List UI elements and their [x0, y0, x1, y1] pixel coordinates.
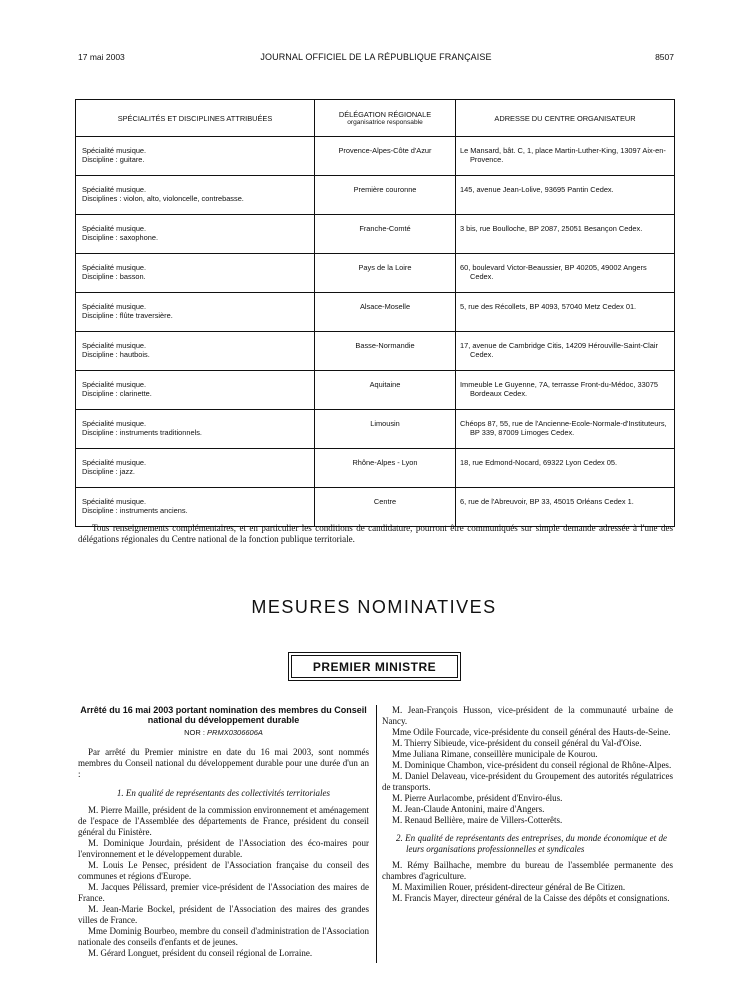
cell-specialite: [76, 488, 315, 527]
table-row: [76, 176, 675, 215]
adresse-text: 17, avenue de Cambridge Citis, 14209 Hérouville-Saint-Clair Cedex.: [460, 341, 659, 359]
table-row: [76, 332, 675, 371]
cell-specialite: [76, 215, 315, 254]
nor-label: NOR :: [184, 728, 205, 737]
adresse-text: Immeuble Le Guyenne, 7A, terrasse Front-du-Médoc, 33075 Bordeaux Cedex.: [460, 380, 659, 398]
specialite-text: Spécialité musique.: [82, 497, 147, 506]
cell-specialite: [76, 332, 315, 371]
table-row: [76, 488, 675, 527]
adresse-text: 6, rue de l'Abreuvoir, BP 33, 45015 Orléans Cedex 1.: [460, 497, 634, 506]
cell-specialite: [76, 137, 315, 176]
ministry-box: [288, 652, 461, 681]
section-1-heading: 1. En qualité de représentants des collectivités territoriales: [116, 788, 331, 798]
right-member-list: [382, 705, 673, 826]
member-entry: M. Dominique Chambon, vice-président du conseil régional de Rhône-Alpes.: [392, 760, 672, 770]
cell-delegation: Rhône-Alpes - Lyon: [315, 449, 456, 488]
cell-delegation: Première couronne: [315, 176, 456, 215]
section-2-heading: 2. En qualité de représentants des entreprises, du monde économique et de leurs organisations professionnelles et syndicales: [396, 833, 667, 854]
cell-delegation: Centre: [315, 488, 456, 527]
member-entry: M. Dominique Jourdain, président de l'Association des éco-maires pour l'environnement et le développement durable.: [78, 838, 369, 859]
specialite-text: Spécialité musique.: [82, 458, 147, 467]
specialite-text: Spécialité musique.: [82, 380, 147, 389]
member-entry: M. Jean-Claude Antonini, maire d'Angers.: [392, 804, 545, 814]
cell-specialite: [76, 410, 315, 449]
cell-delegation: Limousin: [315, 410, 456, 449]
member-entry: Mme Juliana Rimane, conseillère municipale de Kourou.: [392, 749, 598, 759]
header-date: 17 mai 2003: [78, 52, 125, 62]
cell-specialite: [76, 449, 315, 488]
member-entry: M. Thierry Sibieude, vice-président du conseil général du Val-d'Oise.: [392, 738, 642, 748]
table-row: [76, 371, 675, 410]
member-entry: M. Jean-Marie Bockel, président de l'Association des maires des grandes villes de France.: [78, 904, 369, 925]
adresse-text: 60, boulevard Victor-Beaussier, BP 40205, 49002 Angers Cedex.: [460, 263, 647, 281]
table-row: [76, 254, 675, 293]
arrete-title: Arrêté du 16 mai 2003 portant nomination des membres du Conseil national du développement durable: [80, 705, 367, 725]
member-entry: M. Francis Mayer, directeur général de la Caisse des dépôts et consignations.: [392, 893, 670, 903]
cell-delegation: Aquitaine: [315, 371, 456, 410]
ministry-label: PREMIER MINISTRE: [291, 655, 458, 678]
member-entry: M. Louis Le Pensec, président de l'Association française du conseil des communes et régions d'Europe.: [78, 860, 369, 881]
page-number: 8507: [655, 52, 674, 62]
discipline-text: Discipline : guitare.: [82, 155, 145, 164]
cell-adresse: [456, 449, 675, 488]
cell-adresse: [456, 176, 675, 215]
col-header-adresse: ADRESSE DU CENTRE ORGANISATEUR: [456, 100, 675, 137]
member-entry: M. Maximilien Rouer, président-directeur général de Be Citizen.: [392, 882, 626, 892]
specialite-text: Spécialité musique.: [82, 302, 147, 311]
col-header-delegation-main: DÉLÉGATION RÉGIONALE: [338, 109, 432, 119]
adresse-text: Chéops 87, 55, rue de l'Ancienne-Ecole-Normale-d'Instituteurs, BP 339, 87009 Limoges Cedex.: [460, 419, 667, 437]
cell-adresse: [456, 215, 675, 254]
cell-delegation: Pays de la Loire: [315, 254, 456, 293]
adresse-text: 145, avenue Jean-Lolive, 93695 Pantin Cedex.: [460, 185, 614, 194]
cell-adresse: [456, 332, 675, 371]
journal-title: JOURNAL OFFICIEL DE LA RÉPUBLIQUE FRANÇAISE: [260, 52, 492, 62]
discipline-text: Disciplines : violon, alto, violoncelle, contrebasse.: [82, 194, 244, 203]
cell-delegation: Basse-Normandie: [315, 332, 456, 371]
discipline-text: Discipline : basson.: [82, 272, 146, 281]
specialite-text: Spécialité musique.: [82, 419, 147, 428]
discipline-text: Discipline : instruments traditionnels.: [82, 428, 202, 437]
specialite-text: Spécialité musique.: [82, 263, 147, 272]
centres-table: [75, 99, 675, 527]
member-entry: Mme Dominig Bourbeo, membre du conseil d'administration de l'Association nationale des conseils d'enfants et de jeunes.: [78, 926, 369, 947]
column-divider: [376, 705, 377, 963]
col-header-specialites: SPÉCIALITÉS ET DISCIPLINES ATTRIBUÉES: [76, 100, 315, 137]
member-entry: M. Jean-François Husson, vice-président de la communauté urbaine de Nancy.: [382, 705, 673, 726]
cell-specialite: [76, 176, 315, 215]
table-row: [76, 449, 675, 488]
table-row: [76, 410, 675, 449]
nor-reference: [78, 727, 369, 738]
member-entry: M. Pierre Aurlacombe, président d'Enviro-élus.: [392, 793, 563, 803]
discipline-text: Discipline : saxophone.: [82, 233, 159, 242]
discipline-text: Discipline : flûte traversière.: [82, 311, 173, 320]
adresse-text: 3 bis, rue Boulloche, BP 2087, 25051 Besançon Cedex.: [460, 224, 643, 233]
member-entry: Mme Odile Fourcade, vice-présidente du conseil général des Hauts-de-Seine.: [392, 727, 671, 737]
table-header-row: [76, 100, 675, 137]
cell-adresse: [456, 371, 675, 410]
table-row: [76, 137, 675, 176]
discipline-text: Discipline : jazz.: [82, 467, 135, 476]
cell-delegation: Franche-Comté: [315, 215, 456, 254]
member-entry: M. Pierre Maille, président de la commission environnement et aménagement de l'espace de l'Assemblée des départements de France, président du conseil général du Finistère.: [78, 805, 369, 837]
member-entry: M. Renaud Bellière, maire de Villers-Cotterêts.: [392, 815, 563, 825]
section-title: MESURES NOMINATIVES: [251, 597, 497, 617]
cell-adresse: [456, 254, 675, 293]
arrete-intro: Par arrêté du Premier ministre en date du 16 mai 2003, sont nommés membres du Conseil national du développement durable pour une durée d'un an :: [78, 747, 369, 779]
cell-delegation: Alsace-Moselle: [315, 293, 456, 332]
specialite-text: Spécialité musique.: [82, 185, 147, 194]
specialite-text: Spécialité musique.: [82, 341, 147, 350]
cell-adresse: [456, 488, 675, 527]
discipline-text: Discipline : hautbois.: [82, 350, 150, 359]
table-row: [76, 215, 675, 254]
cell-specialite: [76, 371, 315, 410]
left-member-list: [78, 805, 369, 959]
discipline-text: Discipline : instruments anciens.: [82, 506, 188, 515]
adresse-text: 18, rue Edmond-Nocard, 69322 Lyon Cedex 05.: [460, 458, 618, 467]
page-header: [78, 52, 674, 66]
col-header-delegation: [315, 100, 456, 137]
col-header-delegation-sub: organisatrice responsable: [347, 118, 423, 126]
cell-delegation: Provence-Alpes-Côte d'Azur: [315, 137, 456, 176]
member-entry: M. Gérard Longuet, président du conseil régional de Lorraine.: [88, 948, 313, 958]
cell-adresse: [456, 137, 675, 176]
adresse-text: Le Mansard, bât. C, 1, place Martin-Luther-King, 13097 Aix-en-Provence.: [460, 146, 666, 164]
nor-code: PRMX0306606A: [207, 728, 263, 737]
left-column: [78, 705, 369, 959]
right-column: [382, 705, 673, 904]
right-member-list-2: [382, 860, 673, 904]
specialite-text: Spécialité musique.: [82, 224, 147, 233]
cell-adresse: [456, 410, 675, 449]
member-entry: M. Daniel Delaveau, vice-président du Groupement des autorités régulatrices de transports.: [382, 771, 673, 792]
table-row: [76, 293, 675, 332]
member-entry: M. Rémy Bailhache, membre du bureau de l'assemblée permanente des chambres d'agriculture.: [382, 860, 673, 881]
adresse-text: 5, rue des Récollets, BP 4093, 57040 Metz Cedex 01.: [460, 302, 637, 311]
cell-adresse: [456, 293, 675, 332]
note-paragraph: Tous renseignements complémentaires, et en particulier les conditions de candidature, pourront être communiqués sur simple demande adressée à l'une des délégations régionales du Centre national de la fonction publique territoriale.: [78, 523, 673, 544]
discipline-text: Discipline : clarinette.: [82, 389, 152, 398]
specialite-text: Spécialité musique.: [82, 146, 147, 155]
cell-specialite: [76, 254, 315, 293]
cell-specialite: [76, 293, 315, 332]
member-entry: M. Jacques Pélissard, premier vice-président de l'Association des maires de France.: [78, 882, 369, 903]
